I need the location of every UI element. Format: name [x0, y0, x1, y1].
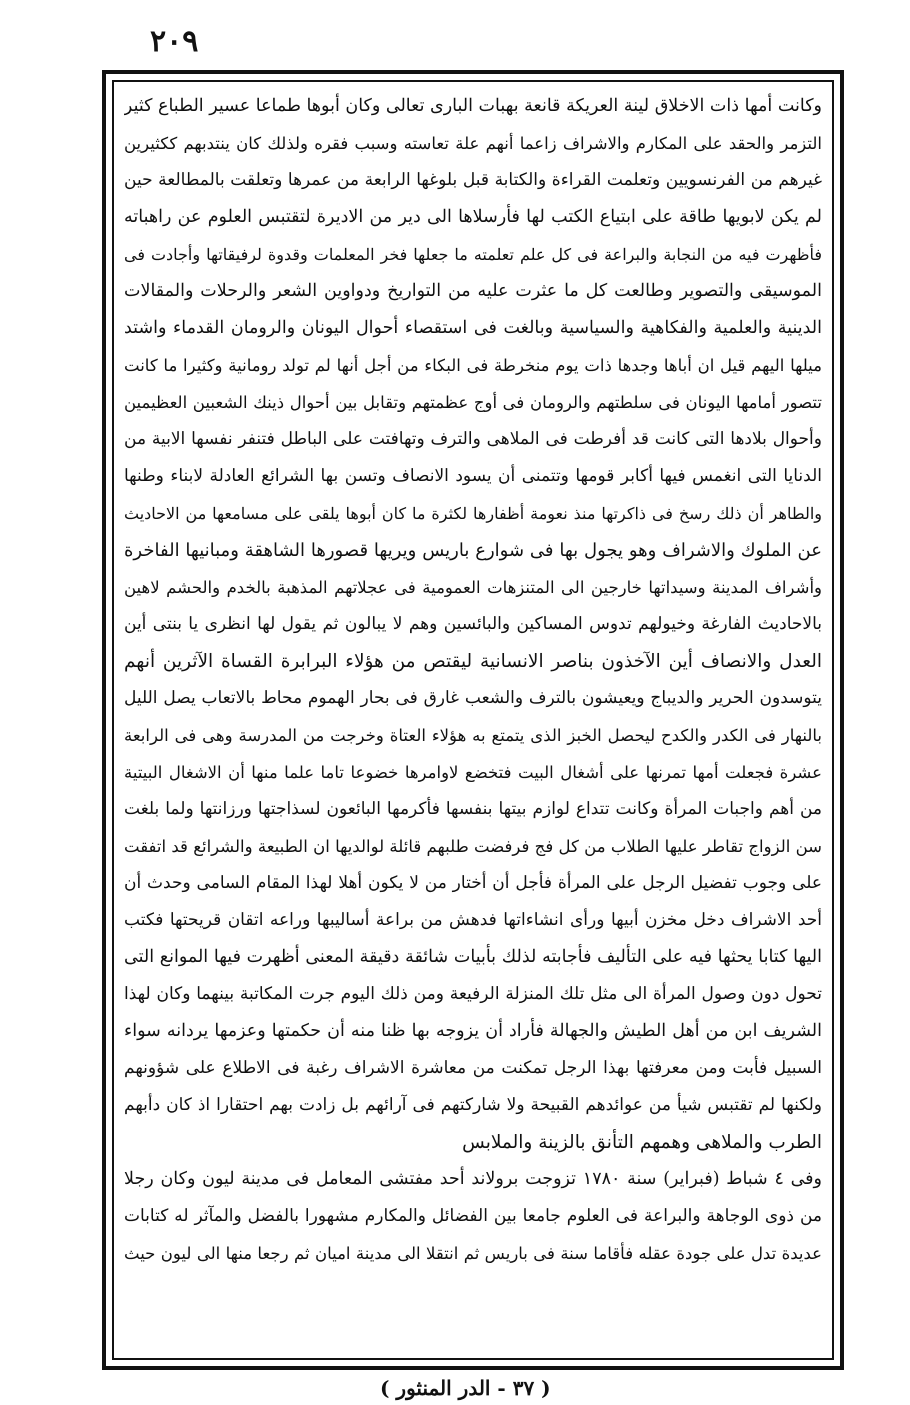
- text-line: السبيل فأبت ومن معرفتها بهذا الرجل تمكنت من معاشرة الاشراف رغبة فى الاطلاع على شؤونهم: [124, 1058, 822, 1078]
- text-line: الدينية والعلمية والفكاهية والسياسية وبالغت فى استقصاء أحوال اليونان والرومان القدماء واشتد: [124, 318, 822, 338]
- text-line: التزمر والحقد على المكارم والاشراف زاعما أنهم علة تعاسته وسبب فقره ولذلك كان ينتدبهم ككثيرين: [124, 134, 822, 153]
- text-line: تتصور أمامها اليونان فى سلطتهم والرومان فى أوج عظمتهم وتقابل بين أحوال ذينك الشعبين العظيمين: [124, 393, 822, 412]
- footer-signature: ( ٣٧ - الدر المنثور ): [380, 1376, 551, 1400]
- text-line: الطرب والملاهى وهمهم التأنق بالزينة والملابس: [462, 1132, 822, 1153]
- text-line: أحد الاشراف دخل مخزن أبيها ورأى انشاءاتها فدهش من براعة أساليبها وراعه اتقان قريحتها فكتب: [124, 910, 822, 930]
- text-line: بالاحاديث الفارغة وخيولهم تدوس المساكين والبائسين وهم لا يبالون ثم يقول لها انظرى يا بنتى أين: [124, 614, 822, 634]
- text-line: عشرة فجعلت أمها تمرنها على أشغال البيت فتخضع لاوامرها خضوعا تاما علما منها أن الاشغال البيتية: [124, 763, 822, 782]
- text-line: وكانت أمها ذات الاخلاق لينة العريكة قانعة بهبات البارى تعالى وكان أبوها طماعا عسير الطباع كثير: [124, 96, 822, 116]
- text-line: يتوسدون الحرير والديباج ويعيشون بالترف والشعب غارق فى بحار الهموم محاط بالاتعاب يصل الليل: [124, 688, 822, 708]
- text-line: الشريف ابن من أهل الطيش والجهالة فأراد أن يزوجه بها ظنا منه أن حكمتها وعزمها يردانه سواء: [124, 1021, 822, 1041]
- text-line: تحول دون وصول المرأة الى مثل تلك المنزلة الرفيعة ومن ذلك اليوم جرت المكاتبة بينهما وكان لهذا: [124, 984, 822, 1004]
- text-line: غيرهم من الفرنسويين وتعلمت القراءة والكتابة قبل بلوغها الرابعة من عمرها وتعلقت بالمطالعة حين: [124, 170, 822, 190]
- text-line: وأحوال بلادها التى كانت قد أفرطت فى الملاهى والترف وتهافتت على الباطل فتنفر نفسها الابية من: [124, 429, 822, 449]
- text-line: لم يكن لابويها طاقة على ابتياع الكتب لها فأرسلاها الى دير من الاديرة لتقتبس العلوم عن راهباته: [124, 207, 822, 227]
- text-line: الموسيقى والتصوير وطالعت كل ما عثرت عليه من التواريخ ودواوين الشعر والرحلات والمقالات: [124, 281, 822, 301]
- text-line: العدل والانصاف أين الآخذون بناصر الانسانية ليقتص من هؤلاء البرابرة القساة الآثرين أنهم: [124, 651, 822, 672]
- text-line: بالنهار فى الكدر والكدح ليحصل الخبز الذى يتمتع به هؤلاء العتاة وخرجت من المدرسة وهى فى الرابعة: [124, 726, 822, 745]
- text-line: اليها كتابا يحثها فيه على التأليف فأجابته لذلك بأبيات شائقة دقيقة المعنى أظهرت فيها الموانع التى: [124, 947, 822, 967]
- text-line: على وجوب تفضيل الرجل على المرأة فأجل أن أختار من لا يكون أهلا لهذا المقام السامى وحدث أن: [124, 873, 822, 893]
- text-line: فأظهرت فيه من النجابة والبراعة فى كل علم تعلمته ما جعلها فخر المعلمات وقدوة لرفيقاتها وأجادت فى: [124, 245, 822, 264]
- text-line: من ذوى الوجاهة والبراعة فى العلوم جامعا بين الفضائل والمكارم مشهورا بالفضل والمآثر له كتابات: [124, 1206, 822, 1226]
- text-line: ولكنها لم تقتبس شيأ من عوائدهم القبيحة ولا شاركتهم فى آرائهم بل زادت بهم احتقارا اذ كان دأبهم: [124, 1095, 822, 1115]
- text-line: عديدة تدل على جودة عقله فأقاما سنة فى باريس ثم انتقلا الى مدينة اميان ثم رجعا منها الى ليون حيث: [124, 1244, 822, 1263]
- page-number: ٢٠٩: [150, 24, 199, 59]
- text-line: وفى ٤ شباط (فبراير) سنة ١٧٨٠ تزوجت برولاند أحد مفتشى المعامل فى مدينة ليون وكان رجلا: [124, 1169, 822, 1189]
- text-line: سن الزواج تقاطر عليها الطلاب من كل فج فرفضت طلبهم قائلة لوالديها ان الطبيعة والشرائع قد اتفقت: [124, 837, 822, 856]
- text-line: عن الملوك والاشراف وهو يجول بها فى شوارع باريس ويريها قصورها الشاهقة ومبانيها الفاخرة: [124, 540, 822, 561]
- text-line: وأشراف المدينة وسيداتها خارجين الى المتنزهات العمومية فى عجلاتهم المذهبة بالخدم والحشم لاهين: [124, 578, 822, 597]
- text-line: والطاهر أن ذلك رسخ فى ذاكرتها منذ نعومة أظفارها لكثرة ما كان أبوها يلقى على مسامعها من الاحاديث: [124, 504, 822, 523]
- text-line: ميلها اليهم قيل ان أباها وجدها ذات يوم منخرطة فى البكاء من أجل أنها لم تولد رومانية وكثيرا ما كانت: [124, 356, 822, 375]
- text-line: من أهم واجبات المرأة وكانت تتداع لوازم بيتها بنفسها فأكرمها البائعون لسذاجتها ورزانتها ولما بلغت: [124, 799, 822, 819]
- text-body: [124, 88, 822, 1352]
- text-line: الدنايا التى انغمس فيها أكابر قومها وتتمنى أن يسود الانصاف وتسن بها الشرائع العادلة لابناء وطنها: [124, 466, 822, 486]
